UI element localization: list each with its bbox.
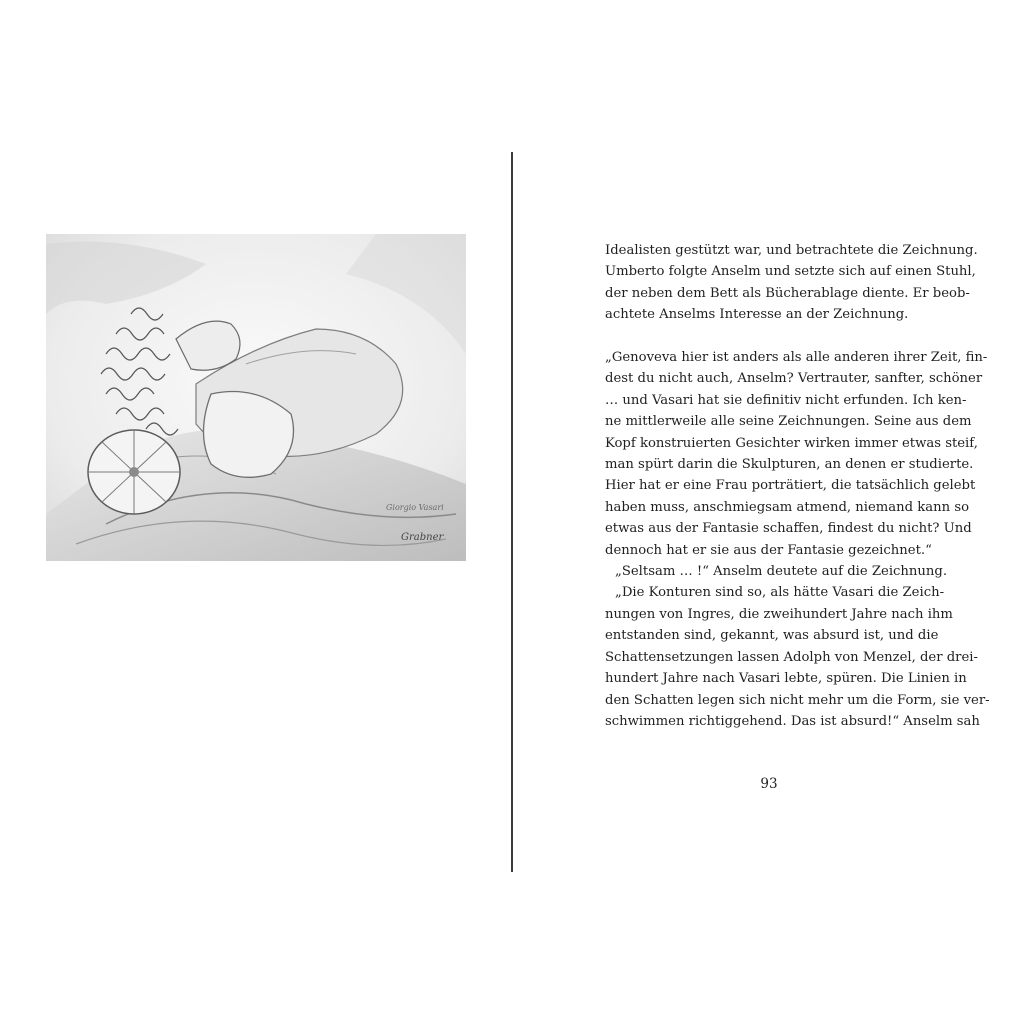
text-line: hundert Jahre nach Vasari lebte, spüren. Die Linien in [605,671,967,687]
text-line: der neben dem Bett als Bücherablage diente. Er beob- [605,285,970,301]
text-line: haben muss, anschmiegsam atmend, niemand kann so [605,499,970,515]
text-line: Umberto folgte Anselm und setzte sich auf einen Stuhl, [605,264,976,280]
text-line: dest du nicht auch, Anselm? Vertrauter, sanfter, schöner [605,371,983,387]
text-line: Hier hat er eine Frau porträtiert, die tatsächlich gelebt [605,478,976,494]
text-line: Schattensetzungen lassen Adolph von Menzel, der drei- [605,649,978,665]
text-line: Idealisten gestützt war, und betrachtete die Zeichnung. [605,243,978,258]
text-line: den Schatten legen sich nicht mehr um die Form, sie ver- [605,692,990,708]
text-line: achtete Anselms Interesse an der Zeichnung. [605,307,909,323]
page-number: 93 [760,776,778,792]
text-line: man spürt darin die Skulpturen, an denen er studierte. [605,457,974,473]
text-line: „Seltsam … !“ Anselm deutete auf die Zeichnung. [615,564,948,580]
page-gutter-divider [511,152,513,872]
text-line: nungen von Ingres, die zweihundert Jahre nach ihm [605,606,953,622]
text-line: etwas aus der Fantasie schaffen, findest du nicht? Und [605,521,972,537]
drawing-inscription: Giorgio Vasari [386,503,444,512]
text-line: ne mittlerweile alle seine Zeichnungen. Seine aus dem [605,414,972,430]
text-line: Kopf konstruierten Gesichter wirken immer etwas steif, [605,435,978,451]
text-line: „Genoveva hier ist anders als alle anderen ihrer Zeit, fin- [605,350,988,366]
text-line: … und Vasari hat sie definitiv nicht erfunden. Ich ken- [605,392,967,408]
text-line: dennoch hat er sie aus der Fantasie gezeichnet.“ [605,542,932,558]
drawing-monogram: Grabner [401,532,444,543]
text-line: schwimmen richtiggehend. Das ist absurd!“ Anselm sah [605,713,980,729]
drawing-image [46,234,466,561]
text-line: entstanden sind, gekannt, was absurd ist, und die [605,628,939,644]
paragraph-gap [605,326,937,347]
right-page-text [605,240,990,732]
text-line: „Die Konturen sind so, als hätte Vasari die Zeich- [615,585,945,601]
pencil-drawing-illustration [46,234,466,561]
